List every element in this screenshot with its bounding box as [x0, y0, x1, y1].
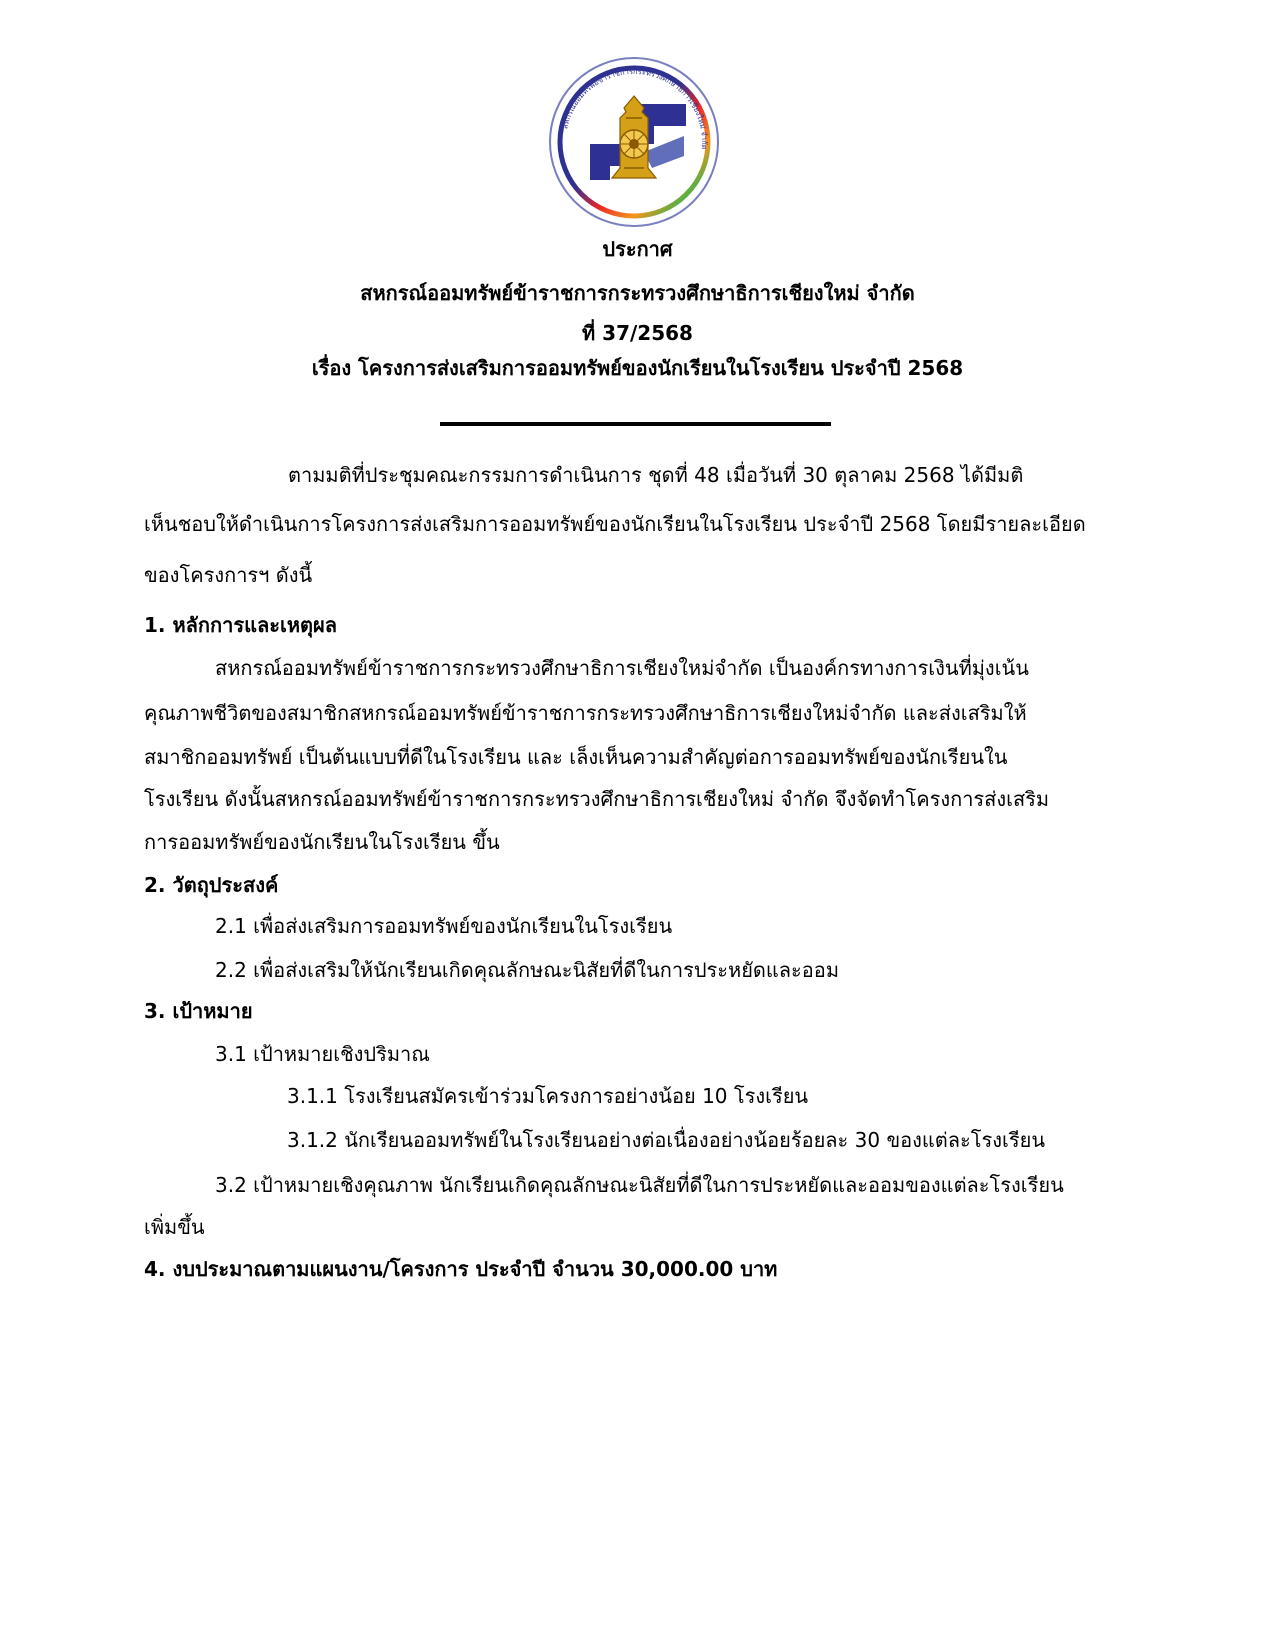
section1-line: คุณภาพชีวิตของสมาชิกสหกรณ์ออมทรัพย์ข้าราชการกระทรวงศึกษาธิการเชียงใหม่จำกัด และส่งเสริมให้ [144, 701, 1027, 725]
section1-line: การออมทรัพย์ของนักเรียนในโรงเรียน ขึ้น [144, 830, 500, 854]
objective-item: 2.1 เพื่อส่งเสริมการออมทรัพย์ของนักเรียนในโรงเรียน [215, 914, 673, 938]
section1-line: สมาชิกออมทรัพย์ เป็นต้นแบบที่ดีในโรงเรียน และ เล็งเห็นความสำคัญต่อการออมทรัพย์ของนักเรียนใน [144, 745, 1008, 769]
header-divider [440, 422, 831, 426]
section-heading-budget: 4. งบประมาณตามแผนงาน/โครงการ ประจำปี จำนวน 30,000.00 บาท [144, 1257, 778, 1281]
organization-name: สหกรณ์ออมทรัพย์ข้าราชการกระทรวงศึกษาธิการเชียงใหม่ จำกัด [360, 281, 915, 305]
intro-line: ตามมติที่ประชุมคณะกรรมการดำเนินการ ชุดที่ 48 เมื่อวันที่ 30 ตุลาคม 2568 ได้มีมติ [288, 463, 1024, 487]
announcement-title: ประกาศ [602, 237, 673, 261]
section-heading-principles: 1. หลักการและเหตุผล [144, 613, 337, 637]
section-heading-objectives: 2. วัตถุประสงค์ [144, 873, 279, 897]
intro-line: เห็นชอบให้ดำเนินการโครงการส่งเสริมการออมทรัพย์ของนักเรียนในโรงเรียน ประจำปี 2568 โดยมีรายละเอียด [144, 512, 1086, 536]
announcement-number: ที่ 37/2568 [582, 321, 693, 345]
target-subitem: 3.1.2 นักเรียนออมทรัพย์ในโรงเรียนอย่างต่อเนื่องอย่างน้อยร้อยละ 30 ของแต่ละโรงเรียน [287, 1128, 1046, 1152]
logo-ring-text: สหกรณ์ออมทรัพย์ข้าราชการกระทรวงศึกษาธิการเชียงใหม่ จำกัด [560, 66, 710, 150]
target-item-continuation: เพิ่มขึ้น [144, 1215, 205, 1239]
announcement-subject: เรื่อง โครงการส่งเสริมการออมทรัพย์ของนักเรียนในโรงเรียน ประจำปี 2568 [311, 356, 964, 380]
objective-item: 2.2 เพื่อส่งเสริมให้นักเรียนเกิดคุณลักษณะนิสัยที่ดีในการประหยัดและออม [215, 958, 840, 982]
target-item: 3.2 เป้าหมายเชิงคุณภาพ นักเรียนเกิดคุณลักษณะนิสัยที่ดีในการประหยัดและออมของแต่ละโรงเรียน [215, 1173, 1064, 1197]
intro-line: ของโครงการฯ ดังนี้ [144, 563, 313, 587]
section1-line: โรงเรียน ดังนั้นสหกรณ์ออมทรัพย์ข้าราชการกระทรวงศึกษาธิการเชียงใหม่ จำกัด จึงจัดทำโครงการส่งเสริม [144, 787, 1050, 811]
target-item: 3.1 เป้าหมายเชิงปริมาณ [215, 1042, 430, 1066]
target-subitem: 3.1.1 โรงเรียนสมัครเข้าร่วมโครงการอย่างน้อย 10 โรงเรียน [287, 1084, 809, 1108]
section1-line: สหกรณ์ออมทรัพย์ข้าราชการกระทรวงศึกษาธิการเชียงใหม่จำกัด เป็นองค์กรทางการเงินที่มุ่งเน้น [215, 656, 1029, 680]
cooperative-logo [548, 56, 720, 228]
section-heading-targets: 3. เป้าหมาย [144, 999, 253, 1023]
